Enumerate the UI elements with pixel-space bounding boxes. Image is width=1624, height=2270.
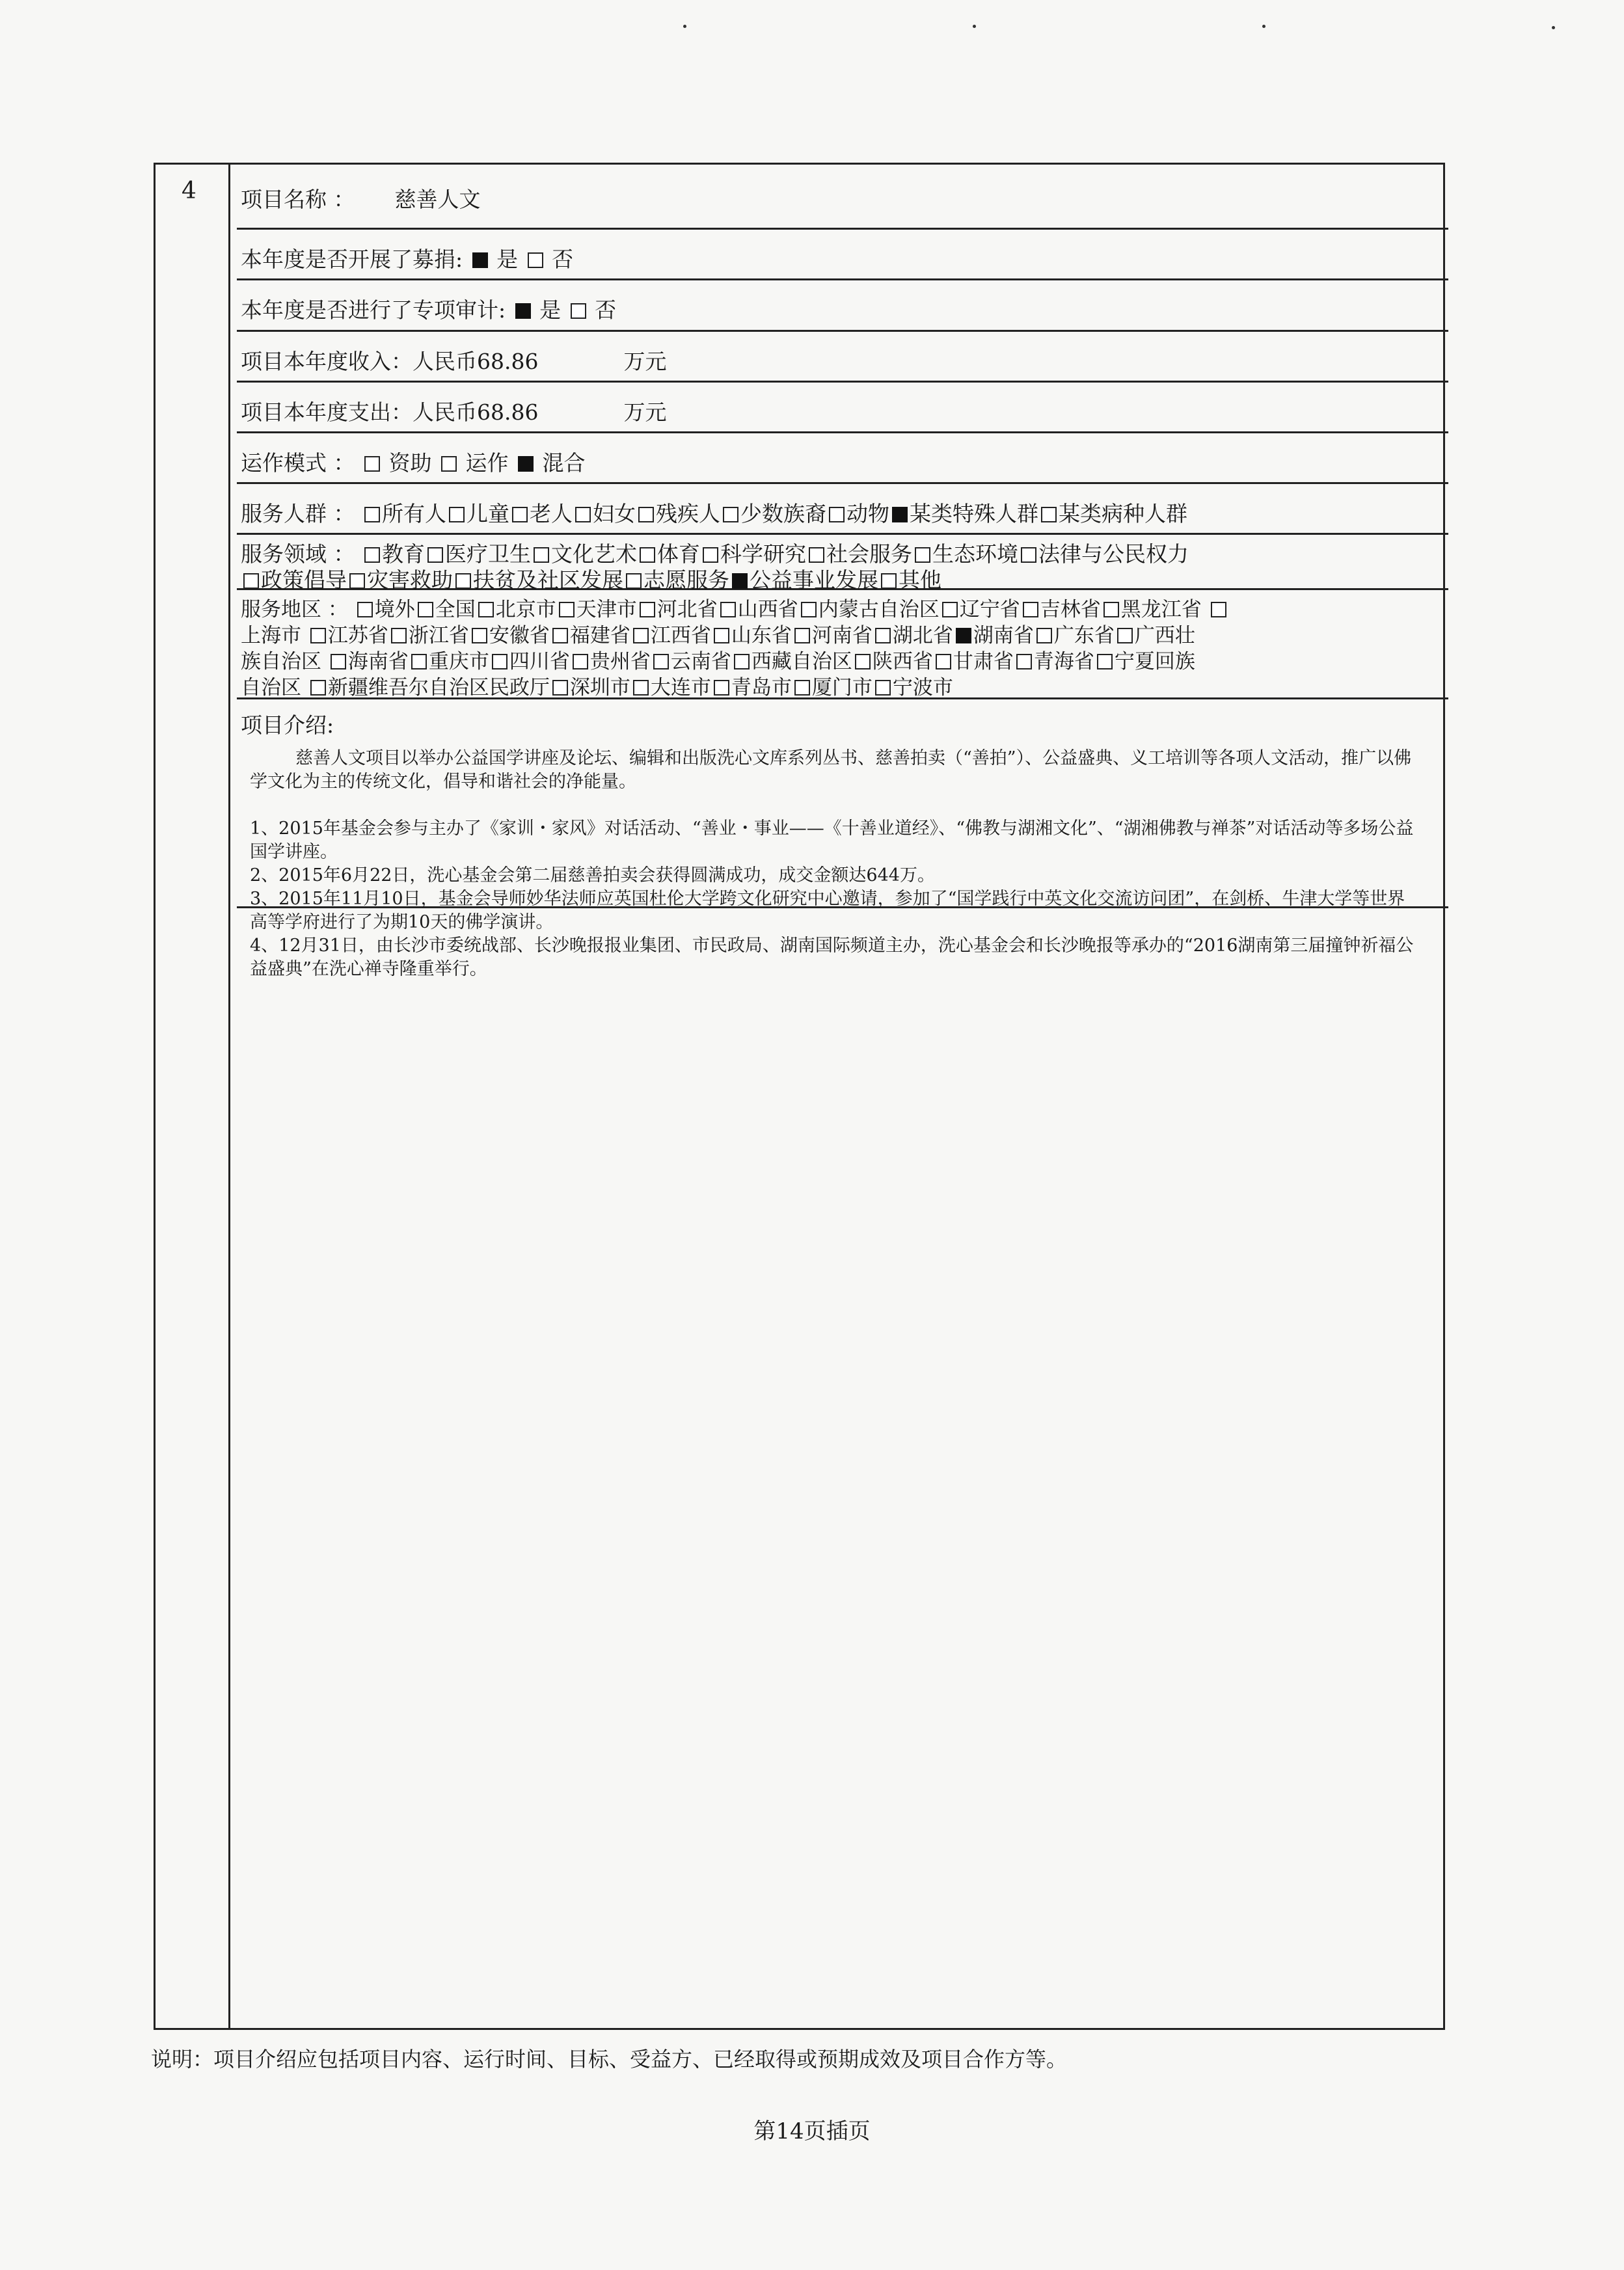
region2-9-label: 广东省 [1053,624,1115,647]
intro-item-2: 2、2015年6月22日，洗心基金会第二届慈善拍卖会获得圆满成功，成交金额达644万。 [250,865,935,885]
region1-9-label: 黑龙江省 [1120,598,1202,621]
region2-4-label: 江西省 [650,624,711,647]
service-regions-line1 [355,598,1202,621]
group-8-checkbox[interactable] [1041,507,1057,522]
audit-no-label: 否 [595,297,617,323]
region2-9-checkbox[interactable] [1036,628,1052,643]
audit-row [237,280,1448,332]
mode-operate-label: 运作 [465,450,509,476]
income-row [237,332,1448,383]
region1-6-checkbox[interactable] [801,602,817,617]
region4-2-checkbox[interactable] [633,680,649,696]
field2-0-label: 政策倡导 [261,567,347,593]
region3-6-label: 陕西省 [872,650,933,673]
region1-4-label: 河北省 [656,598,718,621]
field2-0-checkbox[interactable] [243,573,259,589]
region4-4-label: 厦门市 [811,676,873,699]
region2-5-label: 山东省 [731,624,792,647]
field-0-checkbox[interactable] [364,547,380,563]
group-5-checkbox[interactable] [723,507,738,522]
region3-1-checkbox[interactable] [411,654,427,669]
region4-3-checkbox[interactable] [714,680,729,696]
region4-5-label: 宁波市 [892,676,953,699]
scan-speck [973,25,976,28]
field2-2-checkbox[interactable] [455,573,471,589]
region3-0-checkbox[interactable] [331,654,346,669]
region-guangxi-tail: 族自治区 [241,650,321,673]
region1-5-checkbox[interactable] [720,602,736,617]
group-8-label: 某类病种人群 [1059,501,1187,526]
region2-3-checkbox[interactable] [552,628,568,643]
group-4-checkbox[interactable] [638,507,654,522]
fundraising-no-label: 否 [552,247,574,272]
expense-unit: 万元 [623,399,667,425]
fundraising-yes-label: 是 [496,247,519,272]
mode-mixed-label: 混合 [542,450,586,476]
region4-2-label: 大连市 [650,676,711,699]
region3-2-label: 四川省 [509,650,570,673]
field-4-checkbox[interactable] [703,547,718,563]
scan-speck [1552,26,1555,29]
project-form-table [154,163,1445,2030]
region1-2-checkbox[interactable] [478,602,494,617]
field-3-label: 体育 [657,541,700,567]
field2-5-checkbox[interactable] [881,573,897,589]
scan-speck [683,25,686,28]
region3-5-label: 西藏自治区 [751,650,852,673]
operation-mode-row [237,433,1448,484]
group-1-checkbox[interactable] [449,507,465,522]
field2-5-label: 其他 [899,567,941,593]
region1-1-checkbox[interactable] [418,602,433,617]
region3-7-label: 甘肃省 [953,650,1014,673]
project-name-label: 项目名称 ： [241,187,355,212]
region4-5-checkbox[interactable] [875,680,891,696]
region3-7-checkbox[interactable] [936,654,951,669]
group-6-label: 动物 [846,501,889,526]
field2-3-checkbox[interactable] [626,573,642,589]
field-1-label: 医疗卫生 [445,541,531,567]
region2-7-label: 湖北省 [892,624,953,647]
expense-row [237,383,1448,433]
field-6-label: 生态环境 [932,541,1018,567]
region3-9-checkbox[interactable] [1097,654,1113,669]
intro-body [250,747,1417,981]
region1-0-checkbox[interactable] [357,602,373,617]
region2-3-label: 福建省 [569,624,630,647]
region3-3-label: 贵州省 [589,650,651,673]
page-number: 第14页插页 [753,2118,871,2144]
region3-5-checkbox[interactable] [734,654,750,669]
field2-1-label: 灾害救助 [367,567,453,593]
region3-3-checkbox[interactable] [573,654,588,669]
region1-8-label: 吉林省 [1040,598,1101,621]
region1-7-label: 辽宁省 [959,598,1020,621]
region2-2-label: 安徽省 [489,624,550,647]
region2-4-checkbox[interactable] [633,628,649,643]
region2-6-label: 河南省 [811,624,873,647]
region2-10-checkbox[interactable] [1117,628,1133,643]
region2-8-label: 湖南省 [973,624,1034,647]
audit-yes-label: 是 [539,297,562,323]
region1-1-label: 全国 [435,598,476,621]
group-4-label: 残疾人 [656,501,720,526]
region4-1-checkbox[interactable] [552,680,568,696]
field2-4-label: 公益事业发展 [750,567,878,593]
field-7-label: 法律与公民权力 [1038,541,1189,567]
mode-grant-label: 资助 [388,450,432,476]
service-regions-line2 [308,624,1195,647]
fundraising-row [237,230,1448,280]
field2-2-label: 扶贫及社区发展 [473,567,623,593]
project-name-value: 慈善人文 [394,187,481,212]
group-6-checkbox[interactable] [829,507,845,522]
group-0-checkbox[interactable] [364,507,380,522]
region1-4-checkbox[interactable] [640,602,655,617]
mode-mixed-checkbox[interactable] [518,456,534,472]
fundraising-label: 本年度是否开展了募捐: [241,247,463,272]
region3-2-checkbox[interactable] [492,654,508,669]
field-0-label: 教育 [382,541,425,567]
group-7-label: 某类特殊人群 [910,501,1038,526]
group-2-checkbox[interactable] [512,507,528,522]
expense-label: 项目本年度支出：人民币68.86 [241,399,539,425]
region1-8-checkbox[interactable] [1023,602,1038,617]
region2-10-label: 广西壮 [1134,624,1195,647]
field-5-label: 社会服务 [826,541,912,567]
field2-3-label: 志愿服务 [643,567,729,593]
region3-9-label: 宁夏回族 [1114,650,1195,673]
group-5-label: 少数族裔 [740,501,826,526]
region3-4-label: 云南省 [670,650,731,673]
income-label: 项目本年度收入：人民币68.86 [241,349,539,374]
region1-5-label: 山西省 [737,598,798,621]
field-2-label: 文化艺术 [551,541,637,567]
service-groups-row [237,484,1448,535]
region-ningxia-tail: 自治区 [241,676,301,699]
region2-8-checkbox[interactable] [956,628,971,643]
region3-4-checkbox[interactable] [653,654,669,669]
group-3-label: 妇女 [593,501,636,526]
region2-1-label: 浙江省 [408,624,469,647]
region2-7-checkbox[interactable] [875,628,891,643]
field-4-label: 科学研究 [720,541,806,567]
group-2-label: 老人 [530,501,573,526]
field-2-checkbox[interactable] [534,547,549,563]
field2-1-checkbox[interactable] [349,573,365,589]
service-regions-row [237,590,1448,699]
audit-no-checkbox[interactable] [571,303,586,319]
region1-7-checkbox[interactable] [942,602,958,617]
service-groups-options [362,501,1187,526]
region-shanghai-checkbox[interactable] [1211,602,1226,617]
region1-3-checkbox[interactable] [559,602,575,617]
field-5-checkbox[interactable] [809,547,824,563]
region-shanghai-label: 上海市 [241,624,301,647]
project-name-row [237,165,1448,230]
service-groups-label: 服务人群 ： [241,501,355,526]
region3-1-label: 重庆市 [428,650,489,673]
fundraising-yes-checkbox[interactable] [472,252,488,268]
region4-0-checkbox[interactable] [310,680,326,696]
group-1-label: 儿童 [467,501,509,526]
region4-4-checkbox[interactable] [794,680,810,696]
service-regions-line3 [328,650,1195,673]
project-number-column [156,165,230,2028]
service-fields-label: 服务领域 ： [241,541,355,567]
region3-8-checkbox[interactable] [1016,654,1032,669]
intro-item-3: 3、2015年11月10日，基金会导师妙华法师应英国杜伦大学跨文化研究中心邀请，参加了“国学践行中英文化交流访问团”，在剑桥、牛津大学等世界高等学府进行了为期10天的佛学演讲。 [250,889,1405,932]
income-unit: 万元 [623,349,667,374]
mode-grant-checkbox[interactable] [364,456,380,472]
region2-6-checkbox[interactable] [794,628,810,643]
group-0-label: 所有人 [382,501,446,526]
fundraising-no-checkbox[interactable] [528,252,543,268]
region1-9-checkbox[interactable] [1103,602,1119,617]
audit-label: 本年度是否进行了专项审计: [241,297,506,323]
region2-2-checkbox[interactable] [472,628,487,643]
operation-mode-label: 运作模式 ： [241,450,355,476]
region3-6-checkbox[interactable] [855,654,871,669]
region2-1-checkbox[interactable] [391,628,407,643]
project-number: 4 [182,178,196,204]
region1-0-label: 境外 [374,598,415,621]
service-fields-row [237,535,1448,593]
group-7-checkbox[interactable] [892,507,908,522]
field-1-checkbox[interactable] [427,547,443,563]
service-fields-line2 [241,567,941,593]
region1-6-label: 内蒙古自治区 [818,598,940,621]
group-3-checkbox[interactable] [575,507,591,522]
region4-0-label: 新疆维吾尔自治区民政厅 [327,676,550,699]
region3-8-label: 青海省 [1033,650,1094,673]
region2-0-label: 江苏省 [327,624,388,647]
audit-yes-checkbox[interactable] [515,303,531,319]
region4-3-label: 青岛市 [731,676,792,699]
field-6-checkbox[interactable] [915,547,930,563]
region2-0-checkbox[interactable] [310,628,326,643]
form-note: 说明：项目介绍应包括项目内容、运行时间、目标、受益方、已经取得或预期成效及项目合作方等。 [151,2047,1068,2072]
region4-1-label: 深圳市 [569,676,630,699]
field2-4-checkbox[interactable] [732,573,748,589]
intro-item-1: 1、2015年基金会参与主办了《家训・家风》对话活动、“善业・事业——《十善业道经》、“佛教与湖湘文化”、“湖湘佛教与禅茶”对话活动等多场公益国学讲座。 [250,818,1414,862]
intro-item-4: 4、12月31日，由长沙市委统战部、长沙晚报报业集团、市民政局、湖南国际频道主办，洗心基金会和长沙晚报等承办的“2016湖南第三届撞钟祈福公益盛典”在洗心禅寺隆重举行。 [250,936,1414,979]
project-content-column [230,165,1443,2028]
intro-label: 项目介绍: [241,712,334,738]
region3-0-label: 海南省 [347,650,409,673]
region1-3-label: 天津市 [576,598,637,621]
scan-speck [1262,25,1265,28]
service-regions-line4 [308,676,953,699]
intro-paragraph: 慈善人文项目以举办公益国学讲座及论坛、编辑和出版洗心文库系列丛书、慈善拍卖（“善拍”）、公益盛典、义工培训等各项人文活动，推广以佛学文化为主的传统文化，倡导和谐社会的净能量。 [250,748,1412,792]
region2-5-checkbox[interactable] [714,628,729,643]
field-3-checkbox[interactable] [640,547,655,563]
mode-operate-checkbox[interactable] [441,456,457,472]
service-regions-label: 服务地区 ： [241,598,348,621]
region1-2-label: 北京市 [495,598,556,621]
field-7-checkbox[interactable] [1021,547,1036,563]
